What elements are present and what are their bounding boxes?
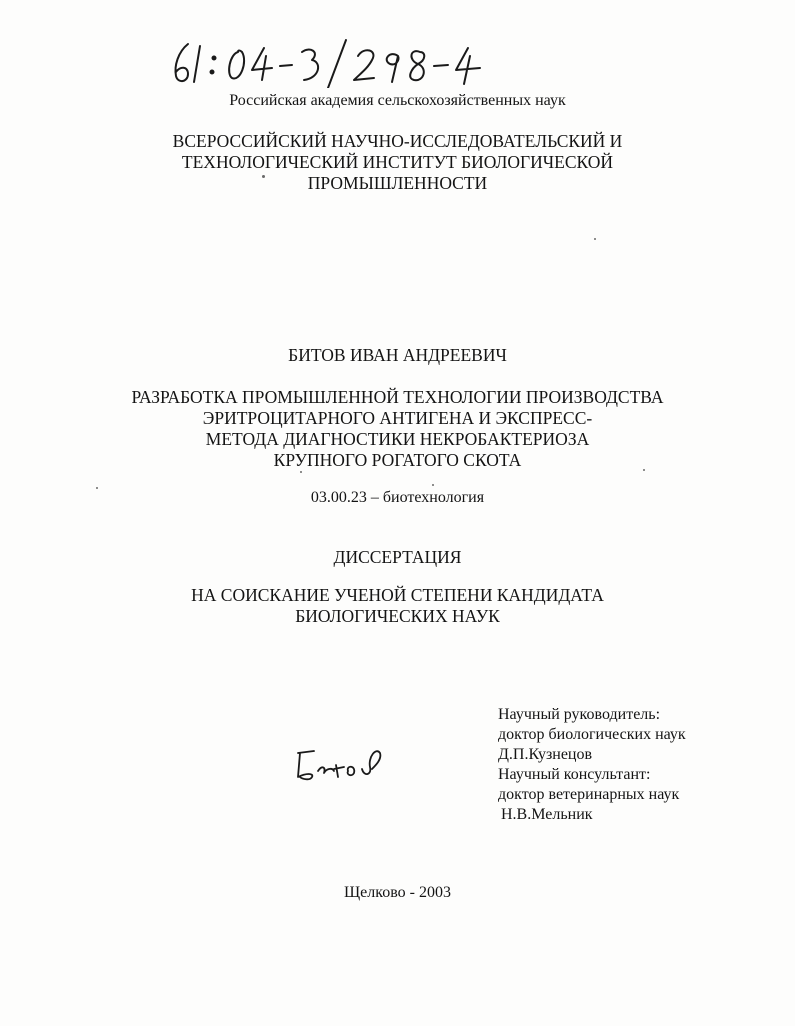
consultant-label: Научный консультант: (498, 766, 651, 783)
supervisors-block (498, 705, 686, 825)
title-line: МЕТОДА ДИАГНОСТИКИ НЕКРОБАКТЕРИОЗА (205, 429, 590, 449)
scan-speck (300, 471, 302, 473)
author-name: БИТОВ ИВАН АНДРЕЕВИЧ (288, 345, 507, 365)
consultant-name: Н.В.Мельник (501, 806, 593, 823)
academy-name: Российская академия сельскохозяйственных наук (229, 92, 566, 109)
city-and-year: Щелково - 2003 (344, 884, 451, 901)
scan-speck (643, 469, 645, 471)
title-line: КРУПНОГО РОГАТОГО СКОТА (273, 450, 522, 470)
institute-name (0, 131, 795, 194)
title-line: РАЗРАБОТКА ПРОМЫШЛЕННОЙ ТЕХНОЛОГИИ ПРОИЗВОДСТВА (131, 387, 664, 407)
degree-line: НА СОИСКАНИЕ УЧЕНОЙ СТЕПЕНИ КАНДИДАТА (191, 585, 604, 605)
scan-speck (262, 175, 265, 178)
degree-line: БИОЛОГИЧЕСКИХ НАУК (295, 606, 500, 626)
specialty-code: 03.00.23 – биотехнология (310, 489, 485, 506)
consultant-degree: доктор ветеринарных наук (498, 786, 680, 803)
scan-speck (432, 484, 434, 486)
author-signature (292, 743, 392, 785)
dissertation-title (0, 387, 795, 471)
institute-line: ПРОМЫШЛЕННОСТИ (307, 173, 488, 193)
degree-statement (0, 585, 795, 627)
scan-speck (594, 238, 596, 240)
advisor-degree: доктор биологических наук (498, 726, 686, 743)
document-type: ДИССЕРТАЦИЯ (333, 547, 462, 567)
advisor-label: Научный руководитель: (498, 706, 661, 723)
institute-line: ВСЕРОССИЙСКИЙ НАУЧНО-ИССЛЕДОВАТЕЛЬСКИЙ И (172, 131, 623, 151)
institute-line: ТЕХНОЛОГИЧЕСКИЙ ИНСТИТУТ БИОЛОГИЧЕСКОЙ (181, 152, 614, 172)
advisor-name: Д.П.Кузнецов (498, 746, 593, 763)
scan-speck (96, 487, 98, 489)
title-line: ЭРИТРОЦИТАРНОГО АНТИГЕНА И ЭКСПРЕСС- (202, 408, 593, 428)
handwritten-archive-number (168, 38, 498, 88)
